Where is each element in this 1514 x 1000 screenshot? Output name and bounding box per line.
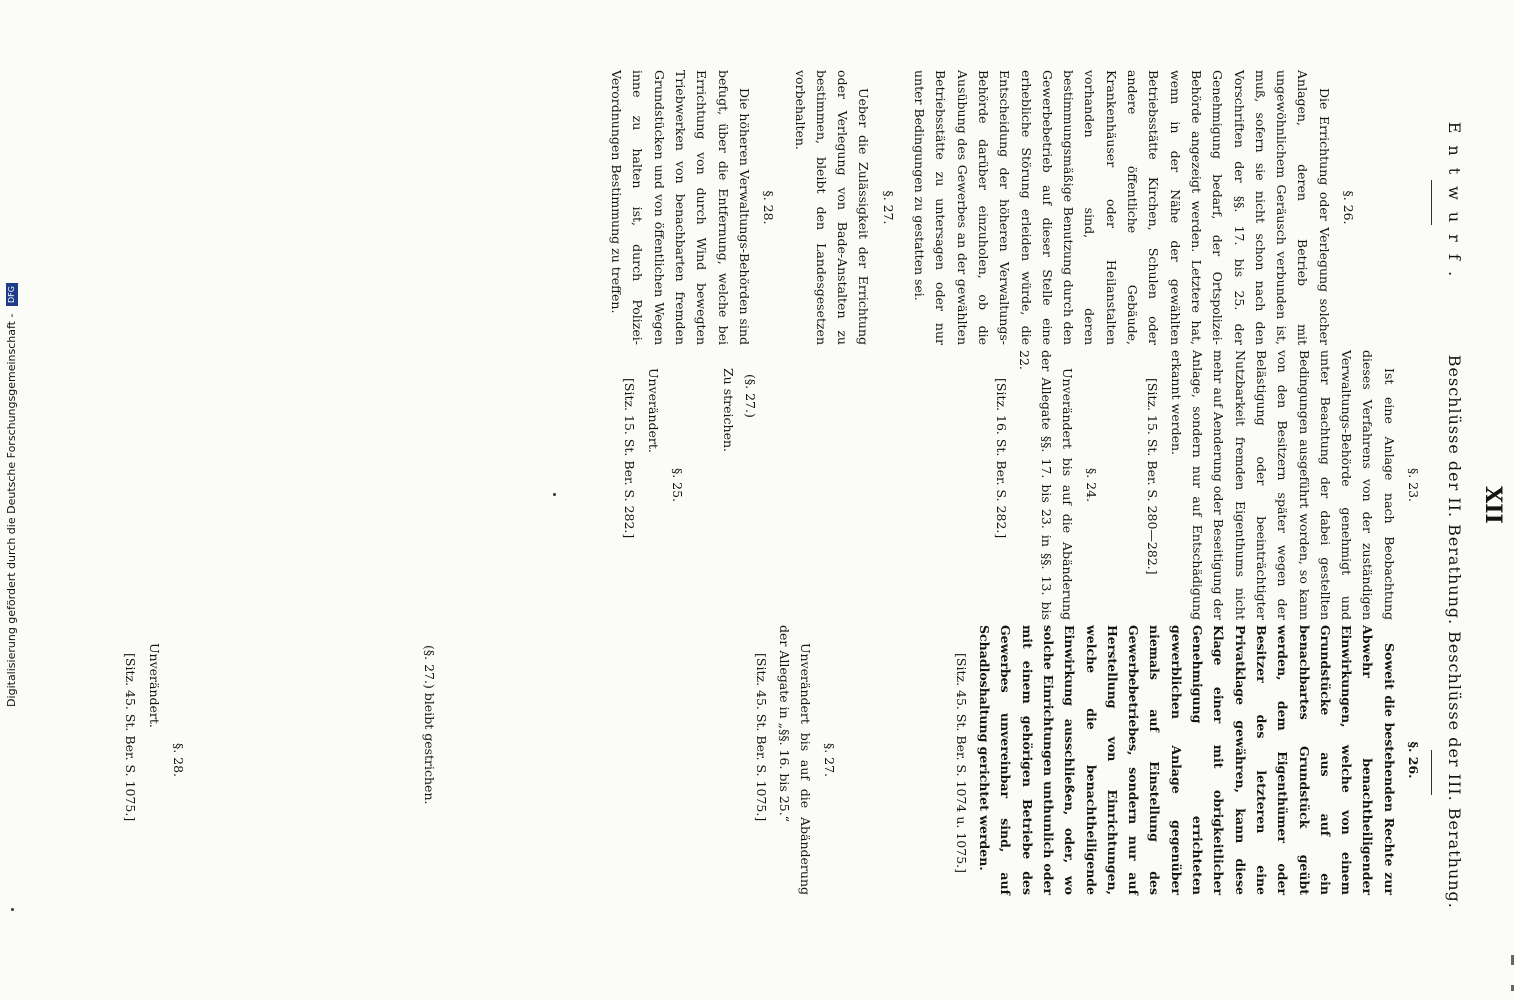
section-text: Ueber die Zulässigkeit der Errichtung oder Verlegung von Bade-Anstalten zu bestimmen, bleibt den Landesgesetzen vorbehalten. bbox=[792, 70, 872, 345]
section-text: Unverändert. bbox=[146, 643, 162, 728]
section-number: §. 25. bbox=[670, 467, 686, 503]
section-number: §. 27. bbox=[822, 742, 838, 778]
section-note: (§. 27.) bbox=[742, 374, 758, 418]
section-text: Soweit die bestehenden Rechte zur Abwehr benachtheiligender Einwirkungen, welche von einem Grundstücke aus auf ein benachbartes Grundstück geübt werden, dem Eigenthümer oder Besitzer des letzteren eine Privatklage gewähren, kann diese Klage einer mit obrigkeitlicher Genehmigung errichteten gewerblichen Anlage gegenüber niemals auf Einstellung des Gewerbebetriebes, sondern nur auf Herstellung von Einrichtungen, welche die benachtheiligende Einwirkung ausschließen, oder, wo solche Einrichtungen unthunlich oder mit einem gehörigen Betriebe des Gewerbes unvereinbar sind, auf Schadloshaltung gerichtet werden. bbox=[977, 625, 1397, 895]
column-heading-entwurf: Entwurf. bbox=[1445, 121, 1464, 289]
scan-speck bbox=[553, 493, 556, 496]
section-text: Unverändert. bbox=[645, 368, 661, 453]
section-number: §. 26. bbox=[1406, 741, 1421, 779]
section-text: Unverändert bis auf die Abänderung der Allegate §§. 17. bis 23. in §§. 13. bis 22. bbox=[1017, 350, 1075, 620]
section-text: Die höheren Verwaltungs-Behörden sind befugt, über die Entfernung, welche bei Errichtung von durch Wind bewegten Triebwerken von benachbarten fremden Grundstücken und von öffentlichen Wegen inne zu halten ist, durch Polizei-Verordnungen Bestimmung zu treffen. bbox=[609, 70, 752, 346]
dfg-logo: DFG bbox=[6, 283, 18, 306]
section-text: Ist eine Anlage nach Beobachtung dieses Verfahrens von der zuständigen Verwaltungs-Behörde genehmigt und unter Beachtung der dabei gestellten Bedingungen ausgeführt worden, so kann von den Besitzern später wegen der Belästigung oder beeinträchtigter Nutzbarkeit fremden Eigenthums nicht mehr auf Aenderung oder Beseitigung der Anlage, sondern nur auf Entschädigung erkannt werden. bbox=[1168, 350, 1397, 620]
section-number: §. 27. bbox=[880, 190, 896, 225]
section-text: Die Errichtung oder Verlegung solcher Anlagen, deren Betrieb mit ungewöhnlichem Geräusch verbunden ist, muß, sofern sie nicht schon nach den Vorschriften der §§. 17. bis 25. der Genehmigung bedarf, der Ortspolizei-Behörde angezeigt werden. Letztere hat, wenn in der Nähe der gewählten Betriebsstätte Kirchen, Schulen oder andere öffentliche Gebäude, Krankenhäuser oder Heilanstalten vorhanden sind, deren bestimmungsmäßige Benutzung durch den Gewerbebetrieb auf dieser Stelle eine erhebliche Störung erleiden würde, die Entscheidung der höheren Verwaltungs-Behörde darüber einzuholen, ob die Ausübung des Gewerbes an der gewählten Betriebsstätte zu untersagen oder nur unter Bedingungen zu gestatten sei. bbox=[912, 70, 1332, 345]
section-reference: [Sitz. 45. St. Ber. S. 1075.] bbox=[753, 653, 769, 822]
section-number: §. 26. bbox=[1341, 190, 1356, 225]
section-reference: [Sitz. 15. St. Ber. S. 280—282.] bbox=[1145, 378, 1161, 575]
section-text: Zu streichen. bbox=[721, 368, 737, 452]
heading-rule bbox=[1431, 180, 1432, 225]
section-reference: [Sitz. 15. St. Ber. S. 282.] bbox=[622, 378, 638, 539]
section-number: §. 23. bbox=[1406, 467, 1421, 503]
column-entwurf bbox=[606, 70, 1359, 345]
column-iii bbox=[120, 625, 1424, 895]
section-reference: [Sitz. 45. St. Ber. S. 1074 u. 1075.] bbox=[953, 653, 969, 874]
section-number: §. 24. bbox=[1084, 467, 1100, 503]
section-reference: [Sitz. 45. St. Ber. S. 1075.] bbox=[123, 653, 139, 822]
column-ii bbox=[619, 350, 1424, 620]
section-reference: [Sitz. 16. St. Ber. S. 282.] bbox=[993, 378, 1009, 539]
digitization-footer bbox=[0, 0, 20, 1000]
section-number: §. 28. bbox=[761, 190, 777, 225]
section-text: Unverändert bis auf die Abänderung der Allegate in „§§. 16. bis 25.“ bbox=[776, 625, 814, 895]
page-number: XII bbox=[1480, 486, 1506, 524]
column-heading-iii: Beschlüsse der III. Berathung. bbox=[1445, 631, 1464, 909]
section-number: §. 28. bbox=[170, 742, 186, 778]
footer-text: Digitalisierung gefördert durch die Deutsche Forschungsgemeinschaft - bbox=[5, 313, 18, 707]
column-heading-ii: Beschlüsse der II. Berathung. bbox=[1445, 354, 1464, 626]
heading-rule bbox=[1431, 750, 1432, 795]
section-note: (§. 27.) bleibt gestrichen. bbox=[422, 645, 438, 805]
